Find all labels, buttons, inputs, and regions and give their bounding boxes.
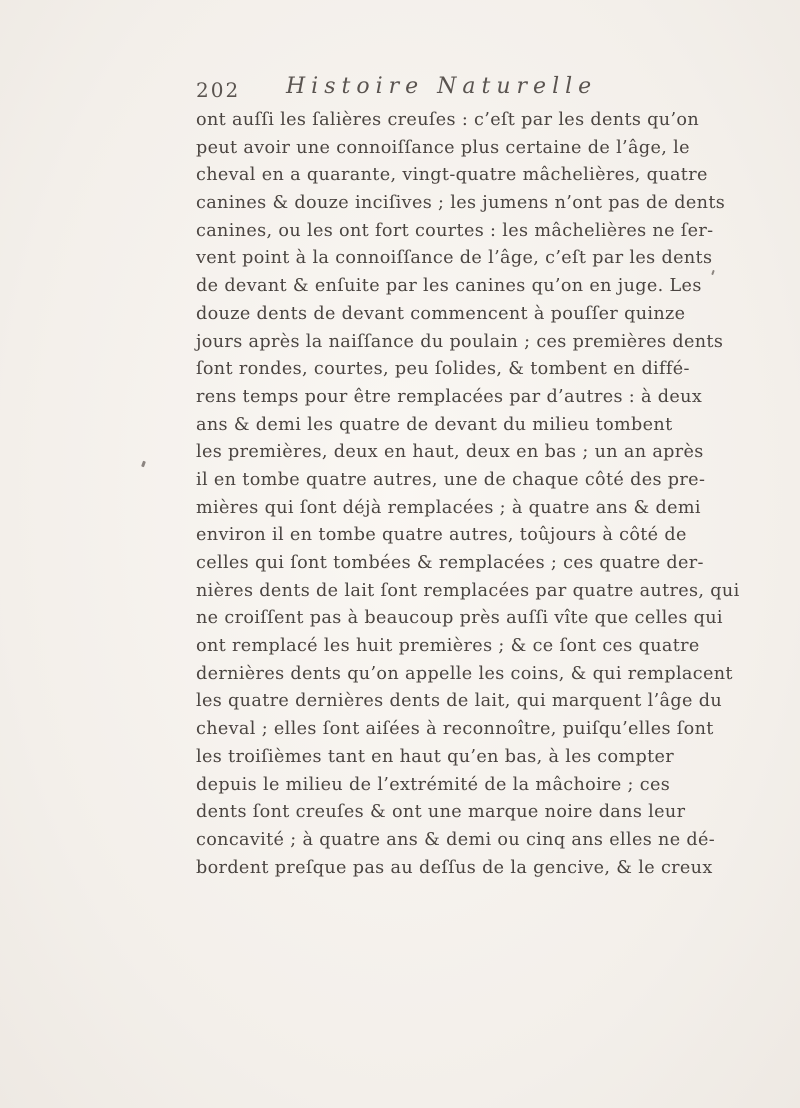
text-line: rens temps pour être remplacées par d’autres : à deux	[196, 386, 703, 407]
text-line: cheval ; elles ſont aiſées à reconnoître, puiſqu’elles ſont	[196, 719, 714, 740]
text-line: cheval en a quarante, vingt-quatre mâchelières, quatre	[196, 165, 708, 186]
text-line: de devant & enſuite par les canines qu’on en juge. Les	[196, 276, 702, 297]
text-line: canines, ou les ont fort courtes : les mâchelières ne ſer-	[196, 220, 714, 241]
paper-speck	[711, 270, 715, 275]
text-line: dents ſont creuſes & ont une marque noire dans leur	[196, 802, 686, 823]
header-rule	[196, 104, 656, 105]
text-line: peut avoir une connoiſſance plus certaine de l’âge, le	[196, 137, 690, 158]
text-line: les premières, deux en haut, deux en bas ; un an après	[196, 442, 704, 463]
text-line: les quatre dernières dents de lait, qui marquent l’âge du	[196, 691, 723, 712]
text-line: il en tombe quatre autres, une de chaque côté des pre-	[196, 469, 706, 490]
text-line: ſont rondes, courtes, peu ſolides, & tombent en diffé-	[196, 359, 690, 380]
paper-speck	[141, 461, 146, 468]
text-line: ont remplacé les huit premières ; & ce ſont ces quatre	[196, 636, 700, 657]
text-line: depuis le milieu de l’extrémité de la mâchoire ; ces	[196, 774, 671, 795]
text-line: canines & douze inciſives ; les jumens n’ont pas de dents	[196, 193, 726, 214]
text-line: bordent preſque pas au deſſus de la gencive, & le creux	[196, 857, 713, 878]
text-line: concavité ; à quatre ans & demi ou cinq ans elles ne dé-	[196, 829, 716, 850]
running-title: Histoire Naturelle	[286, 74, 598, 99]
text-line: les troiſièmes tant en haut qu’en bas, à les compter	[196, 746, 675, 767]
text-line: jours après la naiſſance du poulain ; ces premières dents	[196, 331, 724, 352]
text-line: vent point à la connoiſſance de l’âge, c’eſt par les dents	[196, 248, 713, 269]
text-line: mières qui ſont déjà remplacées ; à quatre ans & demi	[196, 497, 701, 518]
text-line: dernières dents qu’on appelle les coins, & qui remplacent	[196, 663, 733, 684]
text-line: environ il en tombe quatre autres, toûjours à côté de	[196, 525, 687, 546]
text-line: ont auſſi les ſalières creuſes : c’eſt par les dents qu’on	[196, 110, 700, 130]
page-number: 202	[196, 78, 241, 102]
body-text	[196, 107, 740, 882]
text-line: ans & demi les quatre de devant du milieu tombent	[196, 414, 673, 435]
text-line: nières dents de lait ſont remplacées par quatre autres, qui	[196, 580, 740, 601]
text-line: celles qui ſont tombées & remplacées ; ces quatre der-	[196, 553, 704, 573]
text-line: douze dents de devant commencent à pouſſer quinze	[196, 303, 686, 324]
page-header	[196, 74, 676, 102]
text-line: ne croiſſent pas à beaucoup près auſſi vîte que celles qui	[196, 608, 723, 629]
